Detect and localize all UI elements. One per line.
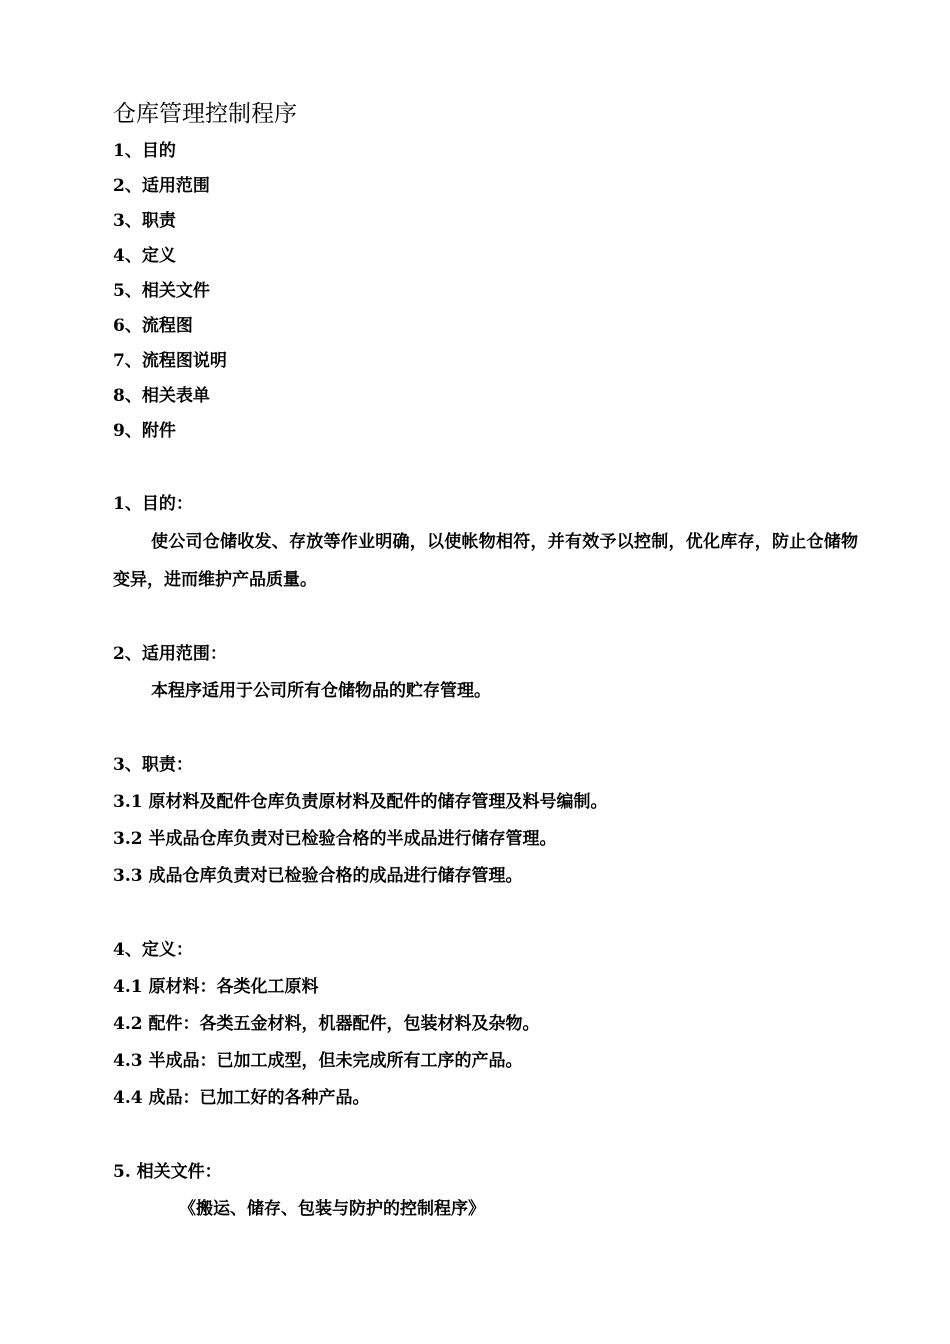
section-heading: 5. 相关文件： — [113, 1162, 222, 1182]
spacer — [113, 599, 858, 636]
list-item: 4.3 半成品：已加工成型，但未完成所有工序的产品。 — [113, 1051, 523, 1071]
spacer — [113, 710, 858, 747]
list-item: 《搬运、储存、包装与防护的控制程序》 — [179, 1199, 485, 1219]
toc-item-scope: 2、适用范围 — [113, 176, 210, 196]
list-item: 4.1 原材料：各类化工原料 — [113, 977, 319, 997]
spacer — [113, 895, 858, 932]
spacer — [113, 1117, 858, 1154]
list-item: 3.3 成品仓库负责对已检验合格的成品进行储存管理。 — [113, 866, 523, 886]
section-heading: 1、目的： — [113, 494, 193, 514]
section-paragraph: 本程序适用于公司所有仓储物品的贮存管理。 — [151, 681, 491, 701]
section-scope — [113, 636, 858, 710]
document-page — [113, 96, 858, 1228]
toc-item-flowchart-notes: 7、流程图说明 — [113, 351, 227, 371]
toc-item-purpose: 1、目的 — [113, 141, 176, 161]
section-definition — [113, 932, 858, 1117]
list-item: 3.1 原材料及配件仓库负责原材料及配件的储存管理及料号编制。 — [113, 792, 608, 812]
spacer — [113, 449, 858, 486]
section-heading: 3、职责： — [113, 755, 193, 775]
toc-item-related-docs: 5、相关文件 — [113, 281, 210, 301]
section-purpose — [113, 486, 858, 599]
section-paragraph: 使公司仓储收发、存放等作业明确，以使帐物相符，并有效予以控制，优化库存，防止仓储物变异，进而维护产品质量。 — [113, 532, 858, 590]
toc-item-responsibility: 3、职责 — [113, 211, 176, 231]
document-title: 仓库管理控制程序 — [113, 101, 297, 127]
section-responsibility — [113, 747, 858, 895]
table-of-contents — [113, 134, 858, 449]
toc-item-attachments: 9、附件 — [113, 421, 176, 441]
list-item: 3.2 半成品仓库负责对已检验合格的半成品进行储存管理。 — [113, 829, 557, 849]
list-item: 4.4 成品：已加工好的各种产品。 — [113, 1088, 370, 1108]
list-item: 4.2 配件：各类五金材料，机器配件，包装材料及杂物。 — [113, 1014, 540, 1034]
section-heading: 4、定义： — [113, 940, 193, 960]
toc-item-related-forms: 8、相关表单 — [113, 386, 210, 406]
section-heading: 2、适用范围： — [113, 644, 227, 664]
section-related-docs — [113, 1154, 858, 1228]
toc-item-flowchart: 6、流程图 — [113, 316, 193, 336]
toc-item-definition: 4、定义 — [113, 246, 176, 266]
